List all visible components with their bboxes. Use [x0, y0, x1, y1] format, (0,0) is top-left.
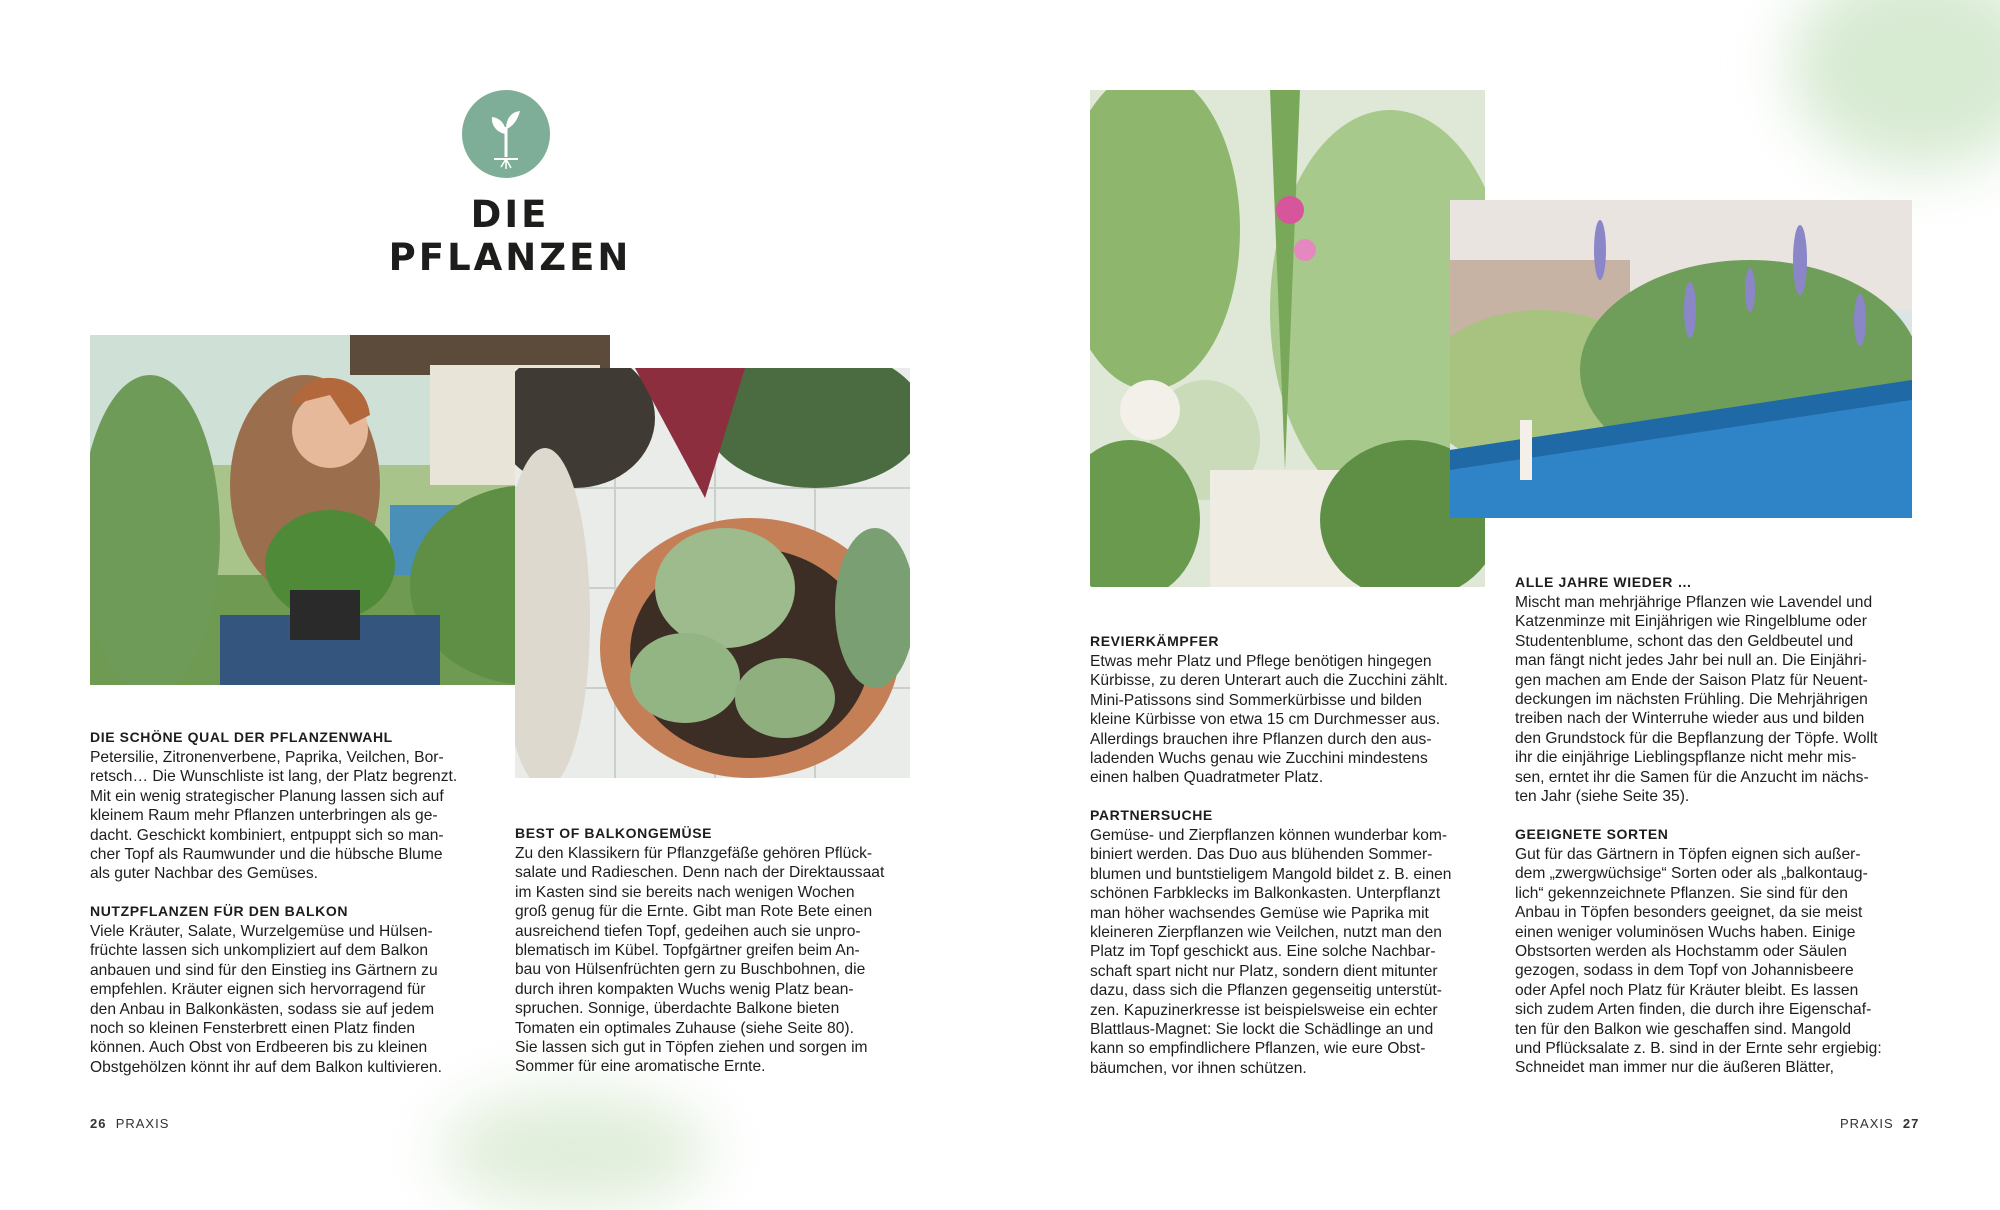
- section-nutzpflanzen: [90, 903, 490, 1077]
- page-title: DIE PFLANZEN: [388, 193, 632, 279]
- section-body: Gut für das Gärtnern in Töpfen eignen sich außer- dem „zwergwüchsige“ Sorten oder als „balkontaug- lich“ gekennzeichnete Pflanzen. Sie sind für den Anbau in Töpfen besonders geeignet, da sie meist einen weniger voluminösen Wuchs haben. Einige Obstsorten werden als Hochstamm oder Säulen gezogen, sodass in dem Topf von Johannisbeere oder Apfel noch Platz für Kräuter bleibt. Es lassen sich zudem Arten finden, die durch ihre Eigenschaf- ten für den Balkon wie geschaffen sind. Mangold und Pflücksalate z. B. sind in der Ernte sehr ergiebig: Schneidet man immer nur die äußeren Blätter,: [1515, 846, 1882, 1077]
- section-heading: DIE SCHÖNE QUAL DER PFLANZENWAHL: [90, 729, 393, 745]
- section-pflanzenwahl: [90, 729, 490, 884]
- section-balkongemuese: [515, 825, 915, 1077]
- section-heading: GEEIGNETE SORTEN: [1515, 826, 1669, 842]
- section-body: Etwas mehr Platz und Pflege benötigen hingegen Kürbisse, zu deren Unterart auch die Zucchini zählt. Mini-Patissons sind Sommerkürbisse und bilden kleine Kürbisse von etwa 15 cm Durchmesser aus. Allerdings brauchen ihre Pflanzen durch den aus- ladenden Wuchs genau wie Zucchini mindestens einen halben Quadratmeter Platz.: [1090, 653, 1448, 787]
- watercolor-wash-bottom: [440, 1090, 710, 1210]
- photo-lavender-balcony-box: [1450, 200, 1912, 518]
- section-heading: NUTZPFLANZEN FÜR DEN BALKON: [90, 903, 349, 919]
- section-geeignete-sorten: [1515, 826, 1935, 1078]
- section-alle-jahre-wieder: [1515, 574, 1935, 806]
- page-number: 26: [90, 1116, 107, 1131]
- seedling-icon: [461, 89, 551, 179]
- section-body: Viele Kräuter, Salate, Wurzelgemüse und Hülsen- früchte lassen sich unkompliziert auf dem Balkon anbauen und sind für den Einstieg ins Gärtnern zu empfehlen. Kräuter eignen sich hervorragend für den Anbau in Balkonkästen, sodass sie auf jedem noch so kleinen Fensterbrett einen Platz finden können. Auch Obst von Erdbeeren bis zu kleinen Obstgehölzen könnt ihr auf dem Balkon kultivieren.: [90, 923, 442, 1076]
- folio-left: [90, 1116, 169, 1131]
- photo-kohlrabi-sweetpea: [1090, 90, 1485, 587]
- section-body: Gemüse- und Zierpflanzen können wunderbar kom- biniert werden. Das Duo aus blühenden Sommer- blumen und buntstieligem Mangold bildet z. B. einen schönen Farbklecks im Balkonkasten. Unterpflanzt man höher wachsendes Gemüse wie Paprika mit kleineren Zierpflanzen wie Veilchen, nutzt man den Platz im Topf geschickt aus. Eine solche Nachbar- schaft spart nicht nur Platz, sondern dient mitunter dazu, dass sich die Pflanzen gegenseitig unterstüt- zen. Kapuzinerkresse ist beispielsweise ein echter Blattlaus-Magnet: Sie lockt die Schädlinge an und kann so empfindlichere Pflanzen, wie eure Obst- bäumchen, vor ihnen schützen.: [1090, 827, 1452, 1077]
- section-heading: PARTNERSUCHE: [1090, 807, 1213, 823]
- page-number: 27: [1902, 1116, 1920, 1131]
- section-heading: BEST OF BALKONGEMÜSE: [515, 825, 713, 841]
- running-footer: PRAXIS: [1840, 1116, 1894, 1131]
- section-body: Mischt man mehrjährige Pflanzen wie Lavendel und Katzenminze mit Einjährigen wie Ringelblume oder Studentenblume, schont das den Geldbeutel und man fängt nicht jedes Jahr bei null an. Die Einjähri- gen machen am Ende der Saison Platz für Neuent- deckungen im nächsten Frühling. Die Mehrjährigen treiben nach der Winterruhe wieder aus und bilden den Grundstock für die Bepflanzung der Töpfe. Wollt ihr die einjährige Lieblingspflanze nicht mehr mis- sen, erntet ihr die Samen für die Anzucht im nächs- ten Jahr (siehe Seite 35).: [1515, 594, 1878, 806]
- watercolor-wash-top-right: [1790, 0, 2000, 170]
- section-body: Zu den Klassikern für Pflanzgefäße gehören Pflück- salate und Radieschen. Denn nach der Direktaussaat im Kasten sind sie bereits nach wenigen Wochen groß genug für die Ernte. Gibt man Rote Bete einen ausreichend tiefen Topf, gedeihen auch sie unpro- blematisch im Kübel. Topfgärtner greifen beim An- bau von Hülsenfrüchten gern zu Buschbohnen, die durch ihren kompakten Wuchs wenig Platz bean- spruchen. Sonnige, überdachte Balkone bieten Tomaten ein optimales Zuhause (siehe Seite 80). Sie lassen sich gut in Töpfen ziehen und sorgen im Sommer für eine aromatische Ernte.: [515, 845, 885, 1076]
- section-heading: ALLE JAHRE WIEDER …: [1515, 574, 1693, 590]
- running-footer: PRAXIS: [115, 1116, 170, 1131]
- section-body: Petersilie, Zitronenverbene, Paprika, Veilchen, Bor- retsch… Die Wunschliste ist lang, der Platz begrenzt. Mit ein wenig strategischer Planung lassen sich auf kleinem Raum mehr Pflanzen unterbringen als ge- dacht. Geschickt kombiniert, entpuppt sich so man- cher Topf als Raumwunder und die hübsche Blume als guter Nachbar des Gemüses.: [90, 749, 458, 883]
- photo-kohlrabi-pot-top-view: [515, 368, 910, 778]
- section-partnersuche: [1090, 807, 1490, 1078]
- folio-right: [1840, 1116, 1919, 1131]
- section-heading: REVIERKÄMPFER: [1090, 633, 1220, 649]
- section-revierkaempfer: [1090, 633, 1490, 788]
